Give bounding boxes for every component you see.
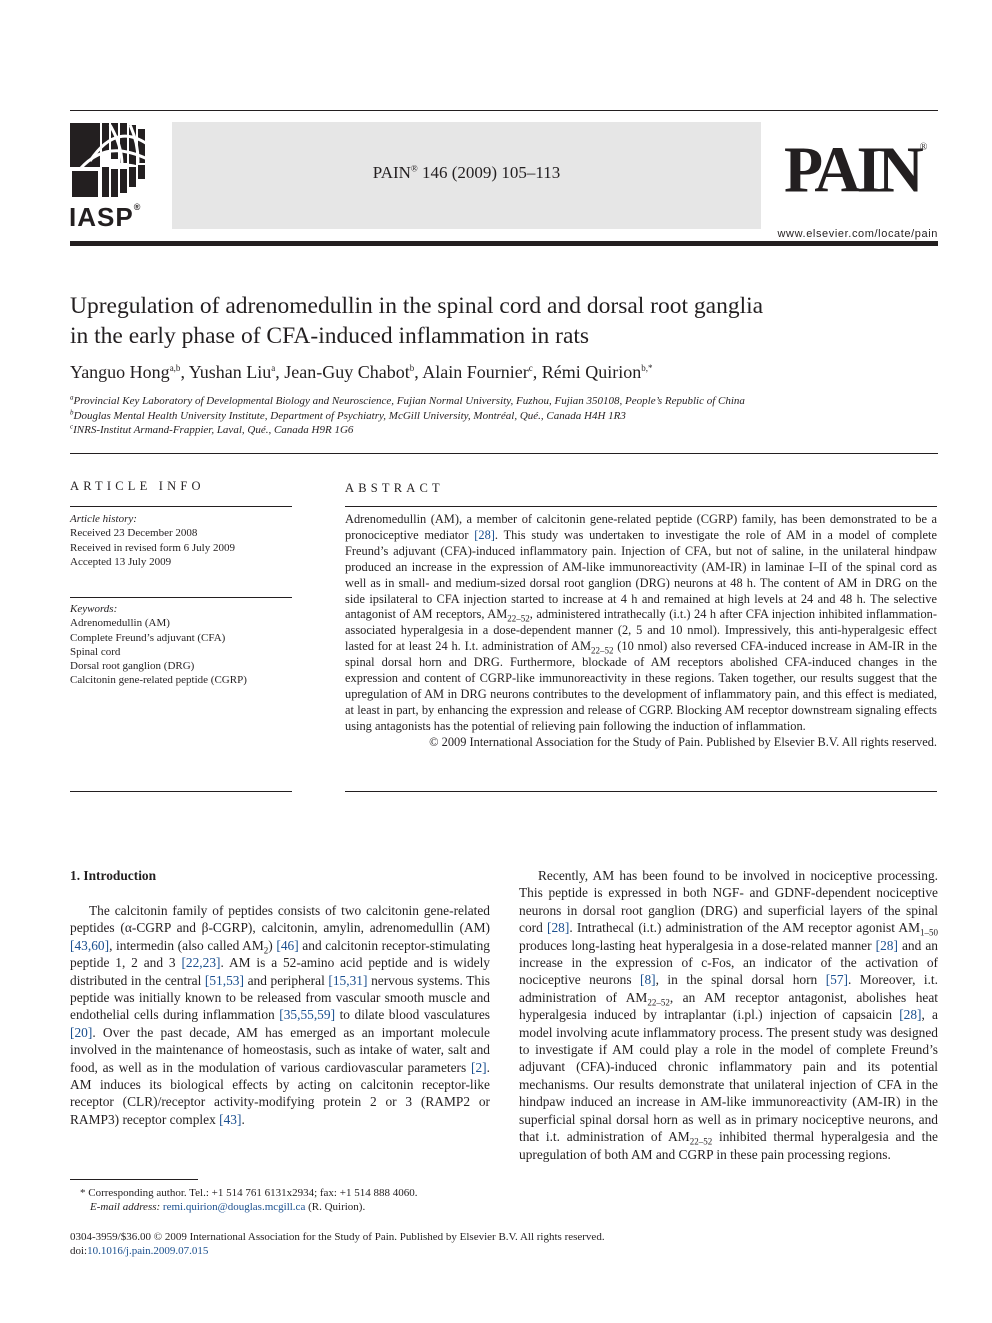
abstract-bottom-rule [345,791,937,792]
abstract-text: , administered intrathecally (i.t.) 24 h after CFA injection inhibited inflammation-associated hyperalgesia in a dose-dependent manner (2, 5 and 10 nmol). Impressively, this anti-hyperalgesic effect lasted for at least 24 h. I.t. administration of AM [345,607,937,654]
footnote-mark: * [80,1187,86,1199]
intro-paragraph-2 [519,867,938,1163]
article-title [70,291,930,351]
author-name[interactable]: Yanguo Hong [70,362,170,382]
journal-reg-mark: ® [410,163,418,174]
body-text: . AM is a 52-amino acid peptide and is widely distributed in the central [70,955,491,988]
journal-citation [172,163,761,183]
author-list [70,362,930,383]
author-affiliation-mark: a [271,363,276,373]
author-name[interactable]: Rémi Quirion [541,362,642,382]
publication-info [70,1230,770,1258]
body-text: Recently, AM has been found to be involved in nociceptive processing. This peptide is expressed in both NGF- and GDNF-dependent nociceptive neurons in dorsal root ganglion (DRG) and superficial layers of the spinal cord [519,868,938,936]
journal-url[interactable]: www.elsevier.com/locate/pain [777,228,938,240]
affiliations-rule [70,453,938,454]
body-text: . Over the past decade, AM has emerged as an important molecule involved in the maintenance of homeostasis, such as intake of water, salt and food, as well as in the modulation of various cardiovascular parameters [70,1024,490,1075]
author-affiliation-mark: a,b [169,363,181,373]
pain-logo-text: PAIN [784,133,920,206]
iasp-reg-mark: ® [133,202,142,212]
author-name[interactable]: Alain Fournier [422,362,529,382]
top-rule [70,110,938,111]
body-text: and calcitonin receptor-stimulating peptide 1, 2 and 3 [70,937,490,971]
article-info-bottom-rule [70,791,292,792]
body-text: , a model involving acute inflammatory process. The present study was designed to investigate if AM could play a role in the model of complete Freund’s adjuvant (CFA)-induced chronic inflammatory pain and its potential mechanisms. Our results demonstrate that unilateral injection of CFA in the hindpaw induced an increase in AM-like immunoreactivity (AM-IR) in the superficial spinal dorsal horn as well as in primary nociceptive neurons, and that i.t. administration of AM [519,1007,938,1145]
keywords-label: Keywords: [70,603,118,615]
section-heading-introduction: 1. Introduction [70,868,157,883]
article-info-heading: ARTICLE INFO [70,479,205,493]
article-info-rule [70,506,292,507]
subscript: 22–52 [689,1136,713,1147]
body-text: , an AM receptor antagonist, abolishes heat hyperalgesia induced by intraplantar (i.pl.) injection of capsaicin [519,989,939,1023]
abstract-copyright: © 2009 International Association for the Study of Pain. Published by Elsevier B.V. All rights reserved. [429,734,937,749]
history-accepted: Accepted 13 July 2009 [70,555,172,568]
title-line-2: in the early phase of CFA-induced inflammation in rats [70,323,590,349]
body-text: nervous systems. This peptide was initially known to be released from vascular smooth muscle and endothelial cells during inflammation [70,972,491,1023]
intro-column-left [70,902,490,1128]
email-label: E-mail address: [90,1201,161,1213]
author-name[interactable]: Jean-Guy Chabot [284,362,410,382]
affiliation-text: Douglas Mental Health University Institute, Department of Psychiatry, McGill University, Montréal, Qué., Canada H4H 1R3 [73,410,626,422]
body-text: . AM induces its biological effects by acting on calcitonin receptor-like receptor (CLR)/receptor activity-modifying protein 2 or 3 (RAMP2 or RAMP3) receptor complex [70,1059,490,1127]
author-affiliation-mark: b,* [641,363,653,373]
author-separator: , [275,362,285,382]
body-text: The calcitonin family of peptides consists of two calcitonin gene-related peptides (α-CGRP and β-CGRP), calcitonin, amylin, adrenomedullin (AM) [70,903,490,936]
citation-link[interactable]: [35,55,59] [279,1007,336,1023]
footnote-rule [70,1179,198,1180]
body-text: inhibited thermal hyperalgesia and the upregulation of both AM and CGRP in these pain processing regions. [519,1129,938,1162]
keyword-item: Spinal cord [70,645,121,658]
keywords-list [70,602,292,688]
body-text: ) [268,937,277,953]
journal-volume: 146 (2009) 105–113 [417,163,561,182]
citation-link[interactable]: [2] [471,1059,487,1075]
doi-label: doi: [70,1245,88,1257]
iasp-wordmark [69,202,141,233]
author-separator: , [180,362,189,382]
citation-link[interactable]: [43,60] [70,937,110,953]
affiliation-mark: b [70,408,74,417]
citation-link[interactable]: [8] [640,972,656,988]
abstract-text: Adrenomedullin (AM), a member of calcitonin gene-related peptide (CGRP) family, has been demonstrated to be a pronociceptive mediator [345,512,937,542]
doi-link[interactable]: 10.1016/j.pain.2009.07.015 [87,1245,209,1257]
body-text: produces long-lasting heat hyperalgesia in a dose-related manner [519,937,876,953]
body-text: to dilate blood vasculatures [335,1007,490,1023]
citation-link[interactable]: [22,23] [181,955,221,971]
keyword-item: Complete Freund’s adjuvant (CFA) [70,631,226,644]
issn-line: 0304-3959/$36.00 © 2009 International Association for the Study of Pain. Published by Elsevier B.V. All rights reserved. [70,1231,605,1243]
body-text: , in the spinal dorsal horn [655,972,826,988]
history-received: Received 23 December 2008 [70,527,198,540]
citation-link[interactable]: [28] [474,527,495,542]
subscript: 1–50 [920,927,938,938]
abstract-body [345,512,937,751]
citation-link[interactable]: [51,53] [204,972,244,988]
abstract-text: . This study was undertaken to investigate the role of AM in a model of complete Freund’s adjuvant (CFA)-induced inflammatory pain. Injection of CFA, but not of saline, in the unilateral hindpaw produced an increase in the expression of AM-like immunoreactivity (AM-IR) in laminae I–II of the spinal cord as well as in small- and medium-sized dorsal root ganglion (DRG) neurons at 48 h. The content of AM in DRG on the side ipsilateral to CFA injection started to increase at 4 h and remained at high levels at 24 and 48 h. The selective antagonist of AM receptors, AM [345,527,937,622]
citation-link[interactable]: [15,31] [328,972,368,988]
author-separator: , [532,362,542,382]
author-affiliation-mark: c [528,363,533,373]
title-line-1: Upregulation of adrenomedullin in the spinal cord and dorsal root ganglia [70,293,764,319]
keywords-rule [70,597,292,598]
abstract-paragraph [345,512,937,735]
article-history [70,512,292,569]
citation-link[interactable]: [43] [219,1111,242,1127]
citation-link[interactable]: [28] [875,937,898,953]
citation-link[interactable]: [28] [547,920,570,936]
body-text: . Intrathecal (i.t.) administration of the AM receptor agonist AM [569,920,920,936]
abstract-text: (10 nmol) also reversed CFA-induced increase in AM-IR in the spinal dorsal horn and DRG. Furthermore, blockade of AM receptors abolished CFA-induced changes in the expression and content of CGRP-like immunoreactivity in these regions. Taken together, our results suggest that the upregulation of AM in DRG neurons contributes to the development of inflammatory pain, and this effect is mediated, at least in part, by enhancing the expression and release of CGRP. Blocking AM receptor downstream signaling effects using antagonists has the potential of relieving pain following the induction of inflammation. [345,639,937,733]
citation-link[interactable]: [46] [276,937,299,953]
intro-column-right [519,867,938,1163]
email-suffix: (R. Quirion). [305,1201,366,1213]
subscript: 22–52 [507,613,530,624]
iasp-wordmark-text: IASP [69,202,134,232]
keyword-item: Calcitonin gene-related peptide (CGRP) [70,674,247,687]
pain-logo-reg-mark: ® [919,142,928,153]
abstract-heading: ABSTRACT [345,481,444,495]
corresponding-author-footnote [70,1186,490,1214]
email-link[interactable]: remi.quirion@douglas.mcgill.ca [162,1201,306,1213]
subscript: 22–52 [590,645,614,656]
affiliation [70,395,745,407]
footnote-line [70,1186,490,1200]
author-affiliation-mark: b [409,363,415,373]
affiliation-text: Provincial Key Laboratory of Developmental Biology and Neuroscience, Fujian Normal University, Fuzhou, Fujian 350108, People’s Republic of China [73,395,745,407]
body-text: and peripheral [243,972,329,988]
citation-link[interactable]: [28] [899,1007,922,1023]
doi-line [70,1244,770,1258]
author-separator: , [414,362,423,382]
body-text: and an increase in the expression of c-Fos, an indicator of the activation of nociceptive neurons [519,937,938,988]
body-text: , intermedin (also called AM [109,937,264,953]
body-text: . Moreover, i.t. administration of AM [519,972,939,1005]
body-text: . [241,1111,245,1127]
subscript: 22–52 [647,997,670,1008]
footnote-contact: Corresponding author. Tel.: +1 514 761 6131x2934; fax: +1 514 888 4060. [88,1187,418,1199]
affiliation-text: INRS-Institut Armand-Frappier, Laval, Qué., Canada H9R 1G6 [73,424,354,436]
affiliation-mark: c [70,422,74,431]
intro-paragraph-1 [70,902,490,1128]
abstract-rule [345,506,937,507]
citation-link[interactable]: [57] [825,972,849,988]
keyword-item: Adrenomedullin (AM) [70,617,170,630]
subscript: 2 [263,945,269,956]
affiliation [70,424,353,436]
affiliation-mark: a [70,393,74,402]
pain-logo [784,133,940,206]
footnote-email-line [70,1200,490,1214]
history-label: Article history: [70,513,137,525]
keyword-item: Dorsal root ganglion (DRG) [70,660,195,673]
citation-link[interactable]: [20] [70,1024,93,1040]
author-name[interactable]: Yushan Liu [188,362,272,382]
journal-name: PAIN [372,163,411,182]
history-revised: Received in revised form 6 July 2009 [70,541,235,554]
header-thick-rule [70,241,938,246]
affiliation [70,410,626,422]
